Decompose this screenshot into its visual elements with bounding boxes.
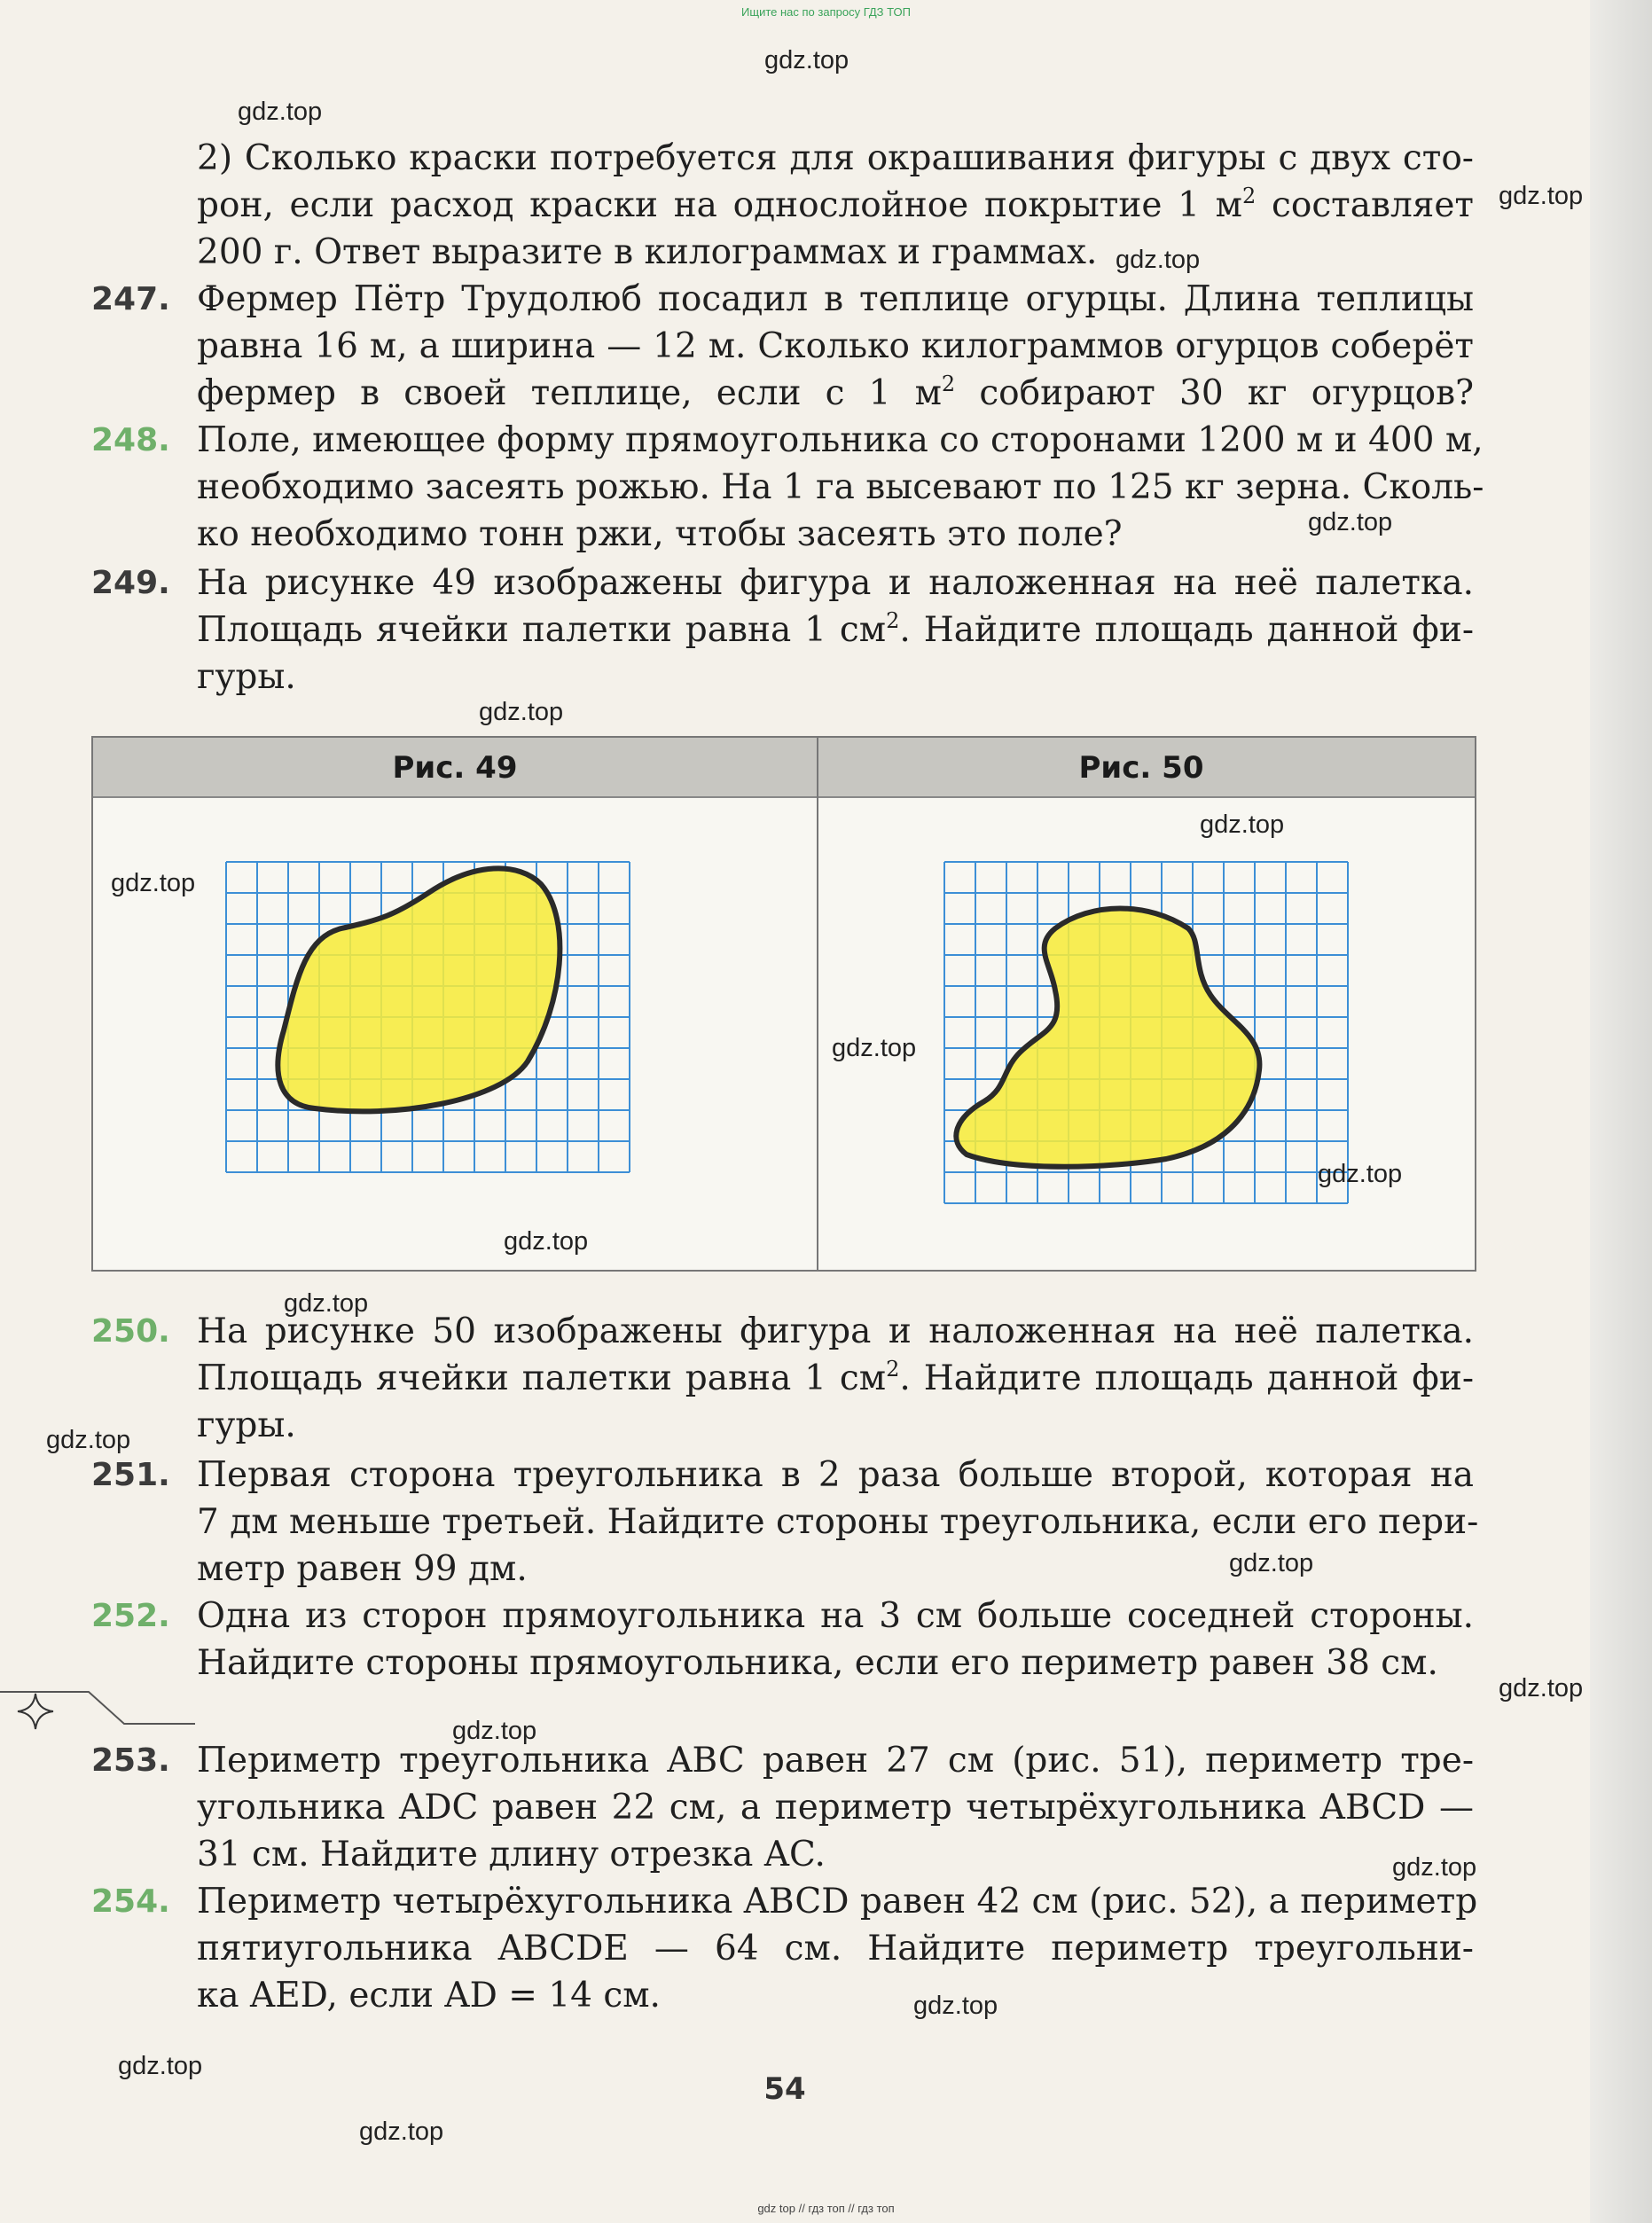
watermark: gdz.top (913, 1992, 998, 2020)
problem-number-250: 250. (91, 1313, 170, 1350)
watermark: gdz.top (504, 1227, 589, 1256)
figures-divider (817, 738, 818, 1270)
problem-248-line-3: ко необходимо тонн ржи, чтобы засеять это поле? (197, 514, 1123, 554)
problem-253-line-3: 31 см. Найдите длину отрезка AC. (197, 1835, 826, 1875)
problem-number-254: 254. (91, 1883, 170, 1920)
watermark: gdz.top (238, 98, 323, 126)
watermark: gdz.top (452, 1717, 537, 1745)
figure-49-title: Рис. 49 (392, 750, 518, 786)
figure-50-grid (936, 853, 1370, 1208)
problem-251-line-3: метр равен 99 дм. (197, 1549, 528, 1589)
watermark: gdz.top (1308, 508, 1393, 536)
problem-249-line-3: гуры. (197, 657, 296, 697)
problem-number-249: 249. (91, 565, 170, 601)
problem-number-251: 251. (91, 1457, 170, 1493)
top-banner: Ищите нас по запросу ГДЗ ТОП (741, 5, 911, 19)
watermark: gdz.top (46, 1426, 131, 1454)
problem-250-line-1: На рисунке 50 изображены фигура и наложенная на неё палетка. (197, 1311, 1474, 1351)
problem-number-247: 247. (91, 281, 170, 317)
problem-246-line-2: рон, если расход краски на однослойное покрытие 1 $м^2$ составляет (197, 184, 1474, 225)
problem-254-line-2: пятиугольника ABCDE — 64 см. Найдите периметр треугольни- (197, 1929, 1474, 1969)
figure-50-shape (956, 909, 1259, 1167)
problem-249-line-2: Площадь ячейки палетки равна 1 $см^2$. Найдите площадь данной фи- (197, 608, 1474, 650)
problem-254-line-1: Периметр четырёхугольника ABCD равен 42 см (рис. 52), а периметр (197, 1882, 1478, 1922)
problem-248-line-2: необходимо засеять рожью. На 1 га высевают по 125 кг зерна. Сколь- (197, 467, 1484, 507)
problem-253-line-2: угольника ADC равен 22 см, а периметр четырёхугольника ABCD — (197, 1788, 1474, 1828)
problem-number-248: 248. (91, 422, 170, 458)
page-number: 54 (763, 2071, 806, 2107)
problem-252-line-1: Одна из сторон прямоугольника на 3 см больше соседней стороны. (197, 1596, 1474, 1636)
watermark: gdz.top (359, 2117, 444, 2146)
problem-246-line-1: 2) Сколько краски потребуется для окрашивания фигуры с двух сто- (197, 138, 1474, 178)
watermark: gdz.top (118, 2052, 203, 2080)
figure-49-grid (217, 853, 652, 1208)
problem-246-line-3: 200 г. Ответ выразите в килограммах и граммах. (197, 232, 1098, 272)
bottom-banner: gdz top // гдз топ // гдз топ (757, 2202, 895, 2215)
problem-254-line-3: ка AED, если AD = 14 см. (197, 1976, 661, 2016)
problem-247-line-2: равна 16 м, а ширина — 12 м. Сколько килограммов огурцов соберёт (197, 326, 1474, 366)
problem-247-line-3: фермер в своей теплице, если с 1 $м^2$ собирают 30 кг огурцов? (197, 372, 1474, 413)
figure-49-shape (278, 868, 560, 1111)
problem-253-line-1: Периметр треугольника ABC равен 27 см (рис. 51), периметр тре- (197, 1741, 1474, 1781)
watermark: gdz.top (1229, 1549, 1314, 1577)
problem-number-253: 253. (91, 1742, 170, 1779)
problem-252-line-2: Найдите стороны прямоугольника, если его периметр равен 38 см. (197, 1643, 1438, 1683)
page-edge-shadow (1590, 0, 1652, 2223)
problem-249-line-1: На рисунке 49 изображены фигура и наложенная на неё палетка. (197, 563, 1474, 603)
problem-number-252: 252. (91, 1598, 170, 1634)
watermark: gdz.top (479, 698, 564, 726)
watermark: gdz.top (1499, 182, 1584, 210)
watermark: gdz.top (1318, 1160, 1403, 1188)
watermark: gdz.top (832, 1034, 917, 1062)
problem-247-line-1: Фермер Пётр Трудолюб посадил в теплице огурцы. Длина теплицы (197, 279, 1474, 319)
problem-250-line-3: гуры. (197, 1405, 296, 1445)
watermark: gdz.top (111, 869, 196, 897)
problem-248-line-1: Поле, имеющее форму прямоугольника со сторонами 1200 м и 400 м, (197, 420, 1484, 460)
watermark: gdz.top (1392, 1853, 1477, 1882)
problem-251-line-2: 7 дм меньше третьей. Найдите стороны треугольника, если его пери- (197, 1502, 1479, 1542)
watermark: gdz.top (284, 1289, 369, 1318)
watermark: gdz.top (1200, 810, 1285, 839)
watermark: gdz.top (764, 46, 849, 74)
star-marker-icon (16, 1692, 55, 1731)
watermark: gdz.top (1499, 1674, 1584, 1702)
problem-251-line-1: Первая сторона треугольника в 2 раза больше второй, которая на (197, 1455, 1474, 1495)
watermark: gdz.top (1116, 246, 1201, 274)
problem-250-line-2: Площадь ячейки палетки равна 1 $см^2$. Найдите площадь данной фи- (197, 1357, 1474, 1398)
figure-50-title: Рис. 50 (1078, 750, 1204, 786)
